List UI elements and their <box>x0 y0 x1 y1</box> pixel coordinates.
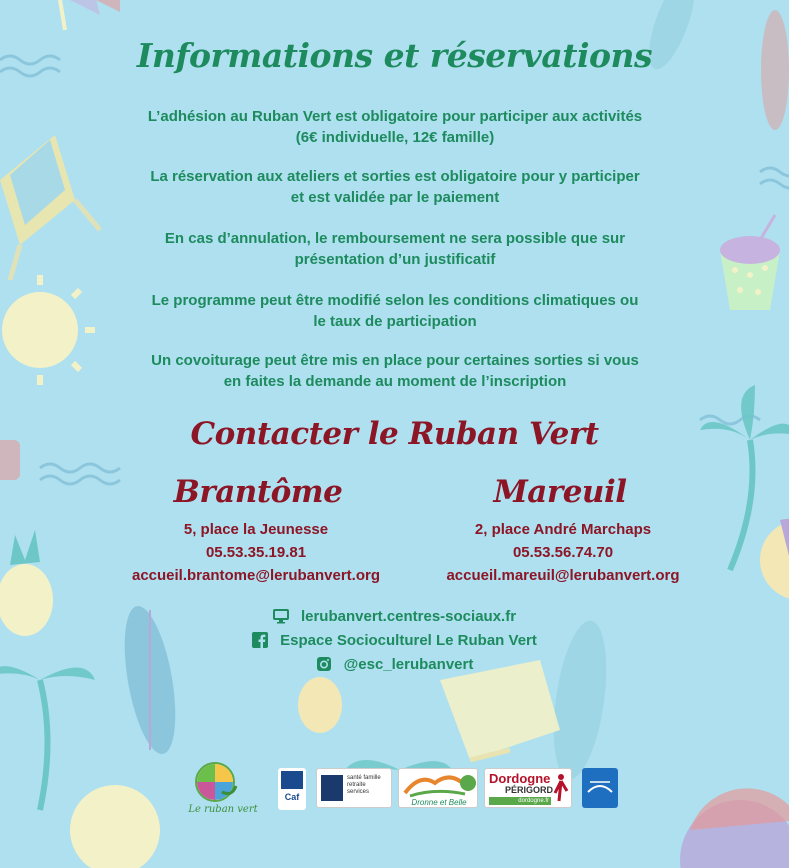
social-links <box>0 604 789 676</box>
perigord-label: PÉRIGORD <box>505 785 554 795</box>
info-paragraph <box>100 106 690 148</box>
website-link[interactable] <box>0 604 789 628</box>
info-line: Un covoiturage peut être mis en place pour certaines sorties si vous <box>151 352 639 369</box>
dordogne-perigord-logo <box>484 768 572 808</box>
dronne-belle-label: Dronne et Belle <box>411 798 467 807</box>
info-paragraph <box>100 290 690 332</box>
figure-icon <box>551 773 571 803</box>
info-title: Informations et réservations <box>136 36 653 75</box>
caf-label: Caf <box>284 792 300 802</box>
caf-logo <box>278 768 306 810</box>
tourism-logo <box>582 768 618 808</box>
dordogne-url-label: dordogne.fr <box>489 797 551 805</box>
info-line: Le programme peut être modifié selon les conditions climatiques ou <box>151 292 639 309</box>
msa-label: santé famille retraite services <box>347 775 381 795</box>
mareuil-phone[interactable]: 05.53.56.74.70 <box>512 544 614 561</box>
brantome-phone[interactable]: 05.53.35.19.81 <box>205 544 307 561</box>
info-line: et est validée par le paiement <box>290 189 500 206</box>
contact-title: Contacter le Ruban Vert <box>190 416 599 452</box>
brantome-city: Brantôme <box>173 474 343 510</box>
info-line: En cas d’annulation, le remboursement ne sera possible que sur <box>164 230 626 247</box>
info-paragraph <box>100 228 690 270</box>
instagram-link[interactable] <box>0 652 789 676</box>
dronne-belle-logo <box>398 768 478 808</box>
dronne-belle-emblem <box>400 771 478 799</box>
ruban-vert-label: Le ruban vert <box>188 804 258 815</box>
info-line: La réservation aux ateliers et sorties est obligatoire pour y participer <box>150 168 640 185</box>
ruban-vert-logo <box>178 762 268 822</box>
msa-logo <box>316 768 392 808</box>
mareuil-email[interactable]: accueil.mareuil@lerubanvert.org <box>446 567 680 584</box>
brantome-address: 5, place la Jeunesse <box>183 521 329 538</box>
instagram-text: @esc_lerubanvert <box>343 655 474 673</box>
mareuil-address: 2, place André Marchaps <box>474 521 652 538</box>
monitor-icon <box>273 608 289 624</box>
instagram-icon <box>316 656 332 672</box>
dordogne-label: Dordogne <box>489 771 551 786</box>
mareuil-contact <box>403 518 723 587</box>
info-line: (6€ individuelle, 12€ famille) <box>295 129 495 146</box>
info-line: en faites la demande au moment de l’inscription <box>223 373 567 390</box>
info-paragraph <box>100 166 690 208</box>
facebook-icon <box>252 632 268 648</box>
mareuil-city: Mareuil <box>493 474 627 510</box>
partner-logos <box>0 762 789 822</box>
facebook-link[interactable] <box>0 628 789 652</box>
info-line: présentation d’un justificatif <box>294 251 496 268</box>
facebook-text: Espace Socioculturel Le Ruban Vert <box>280 631 537 649</box>
info-paragraph <box>100 350 690 392</box>
ruban-vert-emblem <box>192 762 238 802</box>
brantome-email[interactable]: accueil.brantome@lerubanvert.org <box>131 567 381 584</box>
website-text: lerubanvert.centres-sociaux.fr <box>300 607 517 625</box>
tourism-emblem <box>582 768 618 808</box>
info-line: L’adhésion au Ruban Vert est obligatoire pour participer aux activités <box>147 108 643 125</box>
brantome-contact <box>96 518 416 587</box>
info-line: le taux de participation <box>313 313 477 330</box>
